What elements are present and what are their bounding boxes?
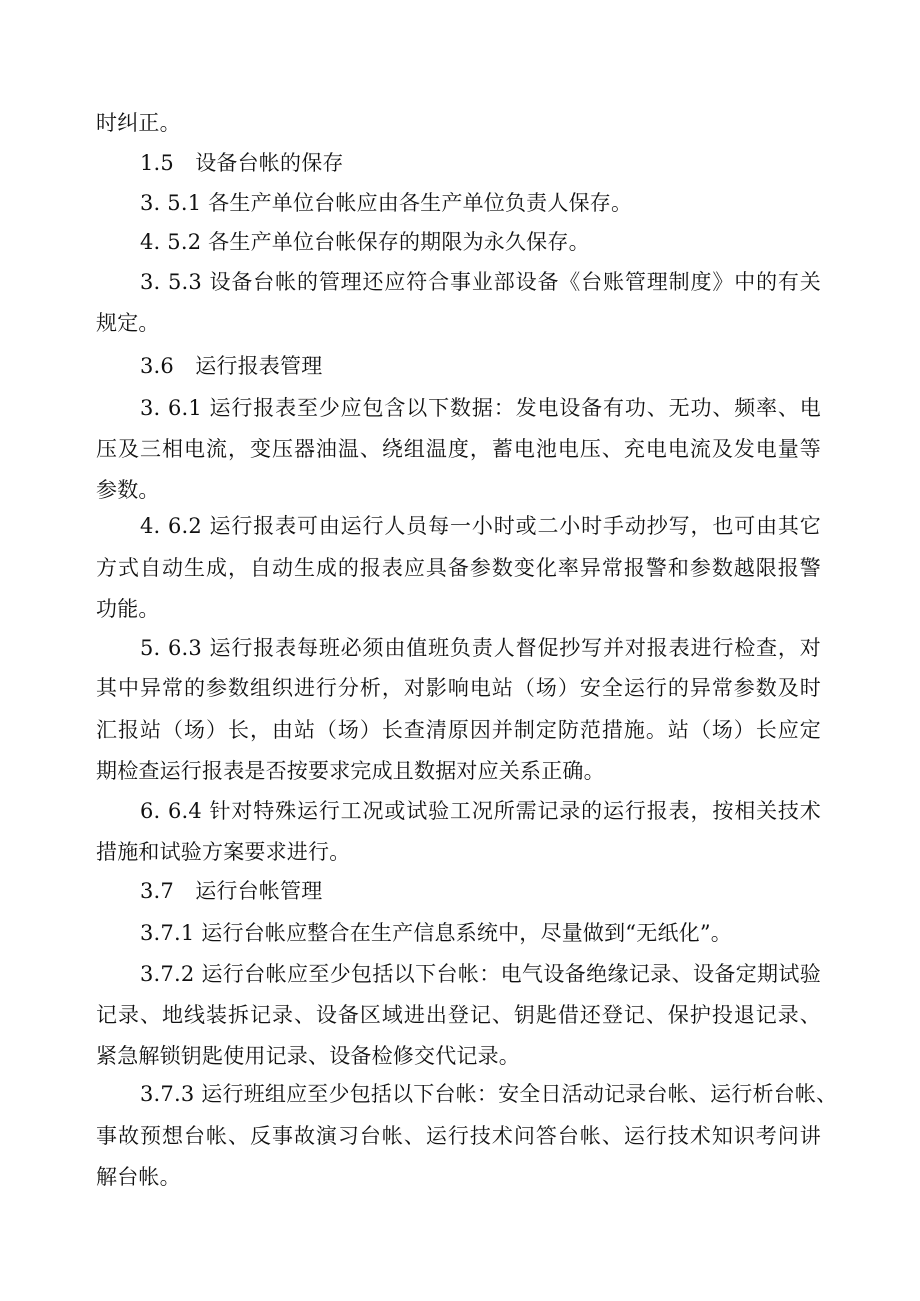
section-heading: 3.6 运行报表管理 [140, 354, 323, 378]
section-heading: 3.7 运行台帐管理 [140, 879, 323, 903]
text-line: 措施和试验方案要求进行。 [96, 840, 351, 864]
text-line: 解台帐。 [96, 1165, 181, 1189]
text-line: 汇报站（场）长，由站（场）长查清原因并制定防范措施。站（场）长应定 [96, 718, 821, 742]
text-line: 4. 6.2 运行报表可由运行人员每一小时或二小时手动抄写，也可由其它 [140, 514, 821, 538]
text-line: 5. 6.3 运行报表每班必须由值班负责人督促抄写并对报表进行检查，对 [140, 636, 821, 660]
text-line: 3.7.1 运行台帐应整合在生产信息系统中，尽量做到“无纸化”。 [140, 921, 732, 945]
text-line: 时纠正。 [96, 111, 181, 135]
text-line: 3.7.2 运行台帐应至少包括以下台帐：电气设备绝缘记录、设备定期试验 [140, 962, 821, 986]
text-line: 方式自动生成，自动生成的报表应具备参数变化率异常报警和参数越限报警 [96, 556, 821, 580]
text-line: 3. 5.1 各生产单位台帐应由各生产单位负责人保存。 [140, 191, 633, 215]
section-heading: 1.5 设备台帐的保存 [140, 151, 344, 175]
text-line: 事故预想台帐、反事故演习台帐、运行技术问答台帐、运行技术知识考问讲 [96, 1124, 821, 1148]
text-line: 记录、地线装拆记录、设备区域进出登记、钥匙借还登记、保护投退记录、 [96, 1003, 821, 1027]
text-line: 期检查运行报表是否按要求完成且数据对应关系正确。 [96, 759, 605, 783]
text-line: 3. 6.1 运行报表至少应包含以下数据：发电设备有功、无功、频率、电 [140, 396, 821, 420]
text-line: 3. 5.3 设备台帐的管理还应符合事业部设备《台账管理制度》中的有关 [140, 270, 821, 294]
text-line: 紧急解锁钥匙使用记录、设备检修交代记录。 [96, 1044, 520, 1068]
text-line: 3.7.3 运行班组应至少包括以下台帐：安全日活动记录台帐、运行析台帐、 [140, 1082, 838, 1106]
text-line: 6. 6.4 针对特殊运行工况或试验工况所需记录的运行报表，按相关技术 [140, 799, 821, 823]
text-line: 4. 5.2 各生产单位台帐保存的期限为永久保存。 [140, 230, 590, 254]
text-line: 压及三相电流，变压器油温、绕组温度，蓄电池电压、充电电流及发电量等 [96, 437, 821, 461]
text-line: 参数。 [96, 478, 160, 502]
text-line: 其中异常的参数组织进行分析，对影响电站（场）安全运行的异常参数及时 [96, 676, 821, 700]
text-line: 规定。 [96, 311, 160, 335]
text-line: 功能。 [96, 597, 160, 621]
